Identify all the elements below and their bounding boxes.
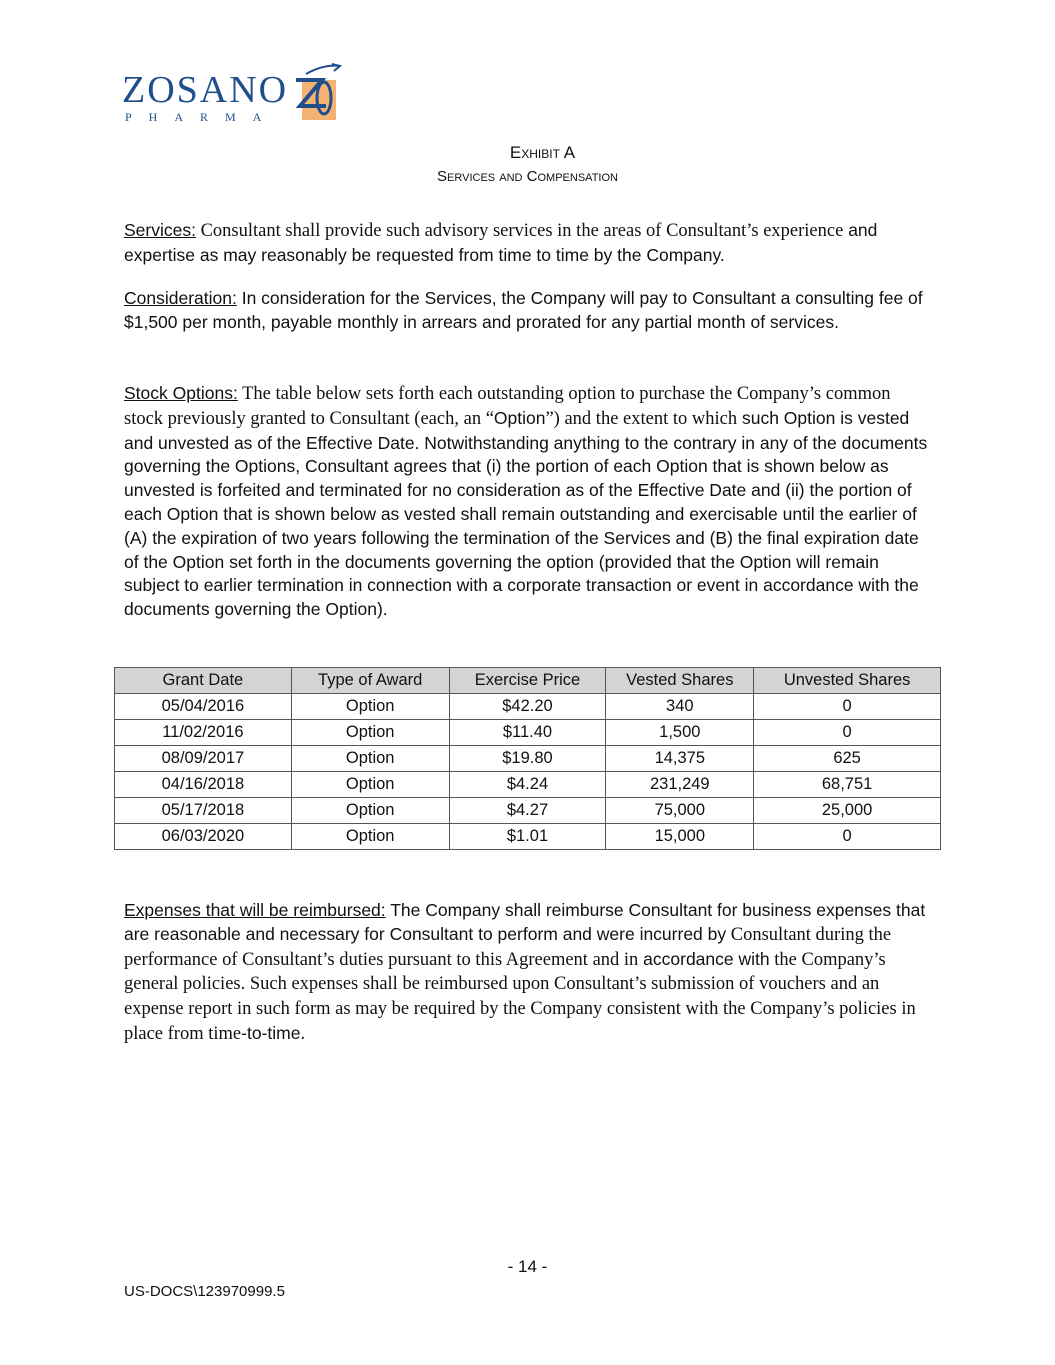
stock-options-heading: Stock Options: (124, 383, 238, 403)
table-cell: Option (291, 694, 449, 720)
table-cell: 68,751 (754, 772, 941, 798)
expenses-text-serif-2: the Company’s general policies. Such expenses shall be reimbursed upon Consultant’s submission of vouchers and an expense report in such form as may be required by the Company consistent with the Company’s policies in place from time (124, 949, 916, 1044)
stock-options-text-sans: such Option is vested and unvested as of the Effective Date. Notwithstanding anything to the contrary in any of the documents governing the Options, Consultant agrees that (i) the portion of each Option that is shown below as unvested is forfeited and terminated for no consideration as of the Effective Date and (ii) the portion of each Option that is shown below as vested shall remain outstanding and exercisable until the earlier of (A) the expiration of two years following the termination of the Services and (B) the final expiration date of the Option set forth in the documents governing the option (provided that the Option will remain subject to earlier termination in connection with a corporate transaction or event in accordance with the documents governing the Option). (124, 407, 928, 620)
header-vested-shares: Vested Shares (606, 668, 754, 694)
header-exercise-price: Exercise Price (449, 668, 606, 694)
table-cell: 75,000 (606, 798, 754, 824)
table-cell: Option (291, 720, 449, 746)
expenses-paragraph (124, 899, 934, 1047)
table-cell: $19.80 (449, 746, 606, 772)
header-unvested-shares: Unvested Shares (754, 668, 941, 694)
expenses-text-sans-3: -to-time (241, 1022, 301, 1043)
stock-options-text-serif-2: ”) and the extent to which (545, 408, 738, 429)
table-cell: 0 (754, 824, 941, 850)
table-cell: $42.20 (449, 694, 606, 720)
stock-options-text-serif-1: The table below sets forth each outstanding option to purchase the Company’s common stock previously granted to Consultant (each, an “ (124, 384, 891, 429)
services-heading: Services: (124, 220, 196, 240)
header-type-of-award: Type of Award (291, 668, 449, 694)
table-header-row (115, 668, 941, 694)
table-cell: 231,249 (606, 772, 754, 798)
table-row (115, 798, 941, 824)
logo-subtitle: PHARMA (125, 110, 279, 124)
exhibit-subtitle: Services and Compensation (437, 168, 618, 185)
table-cell: 0 (754, 720, 941, 746)
table-cell: Option (291, 798, 449, 824)
document-id: US-DOCS\123970999.5 (124, 1283, 285, 1300)
expenses-text-sans-2: accordance with (638, 948, 770, 969)
table-cell: 05/17/2018 (115, 798, 292, 824)
table-cell: 08/09/2017 (115, 746, 292, 772)
table-cell: $1.01 (449, 824, 606, 850)
expenses-text-sans-1: The Company shall reimburse Consultant for business expenses that are reasonable and necessary for Consultant to perform and were incurred by (124, 900, 926, 944)
expenses-text-serif-3: . (300, 1023, 306, 1044)
logo-wordmark: ZOSANO (122, 69, 289, 111)
services-text-serif: Consultant shall provide such advisory services in the areas of Consultant’s experience (195, 221, 844, 241)
table-cell: 1,500 (606, 720, 754, 746)
table-cell: 14,375 (606, 746, 754, 772)
table-cell: $11.40 (449, 720, 606, 746)
table-row (115, 694, 941, 720)
table-row (115, 824, 941, 850)
consideration-text: In consideration for the Services, the Company will pay to Consultant a consulting fee of $1,500 per month, payable monthly in arrears and prorated for any partial month of services. (124, 288, 923, 332)
exhibit-title: Exhibit A (509, 143, 576, 162)
services-text-sans: and expertise as may reasonably be requested from time to time by the Company. (124, 220, 878, 265)
table-row (115, 772, 941, 798)
consideration-heading: Consideration: (124, 288, 237, 308)
table-cell: 625 (754, 746, 941, 772)
header-grant-date: Grant Date (115, 668, 292, 694)
table-cell: 06/03/2020 (115, 824, 292, 850)
table-cell: $4.24 (449, 772, 606, 798)
zosano-logo (122, 62, 352, 132)
table-cell: 04/16/2018 (115, 772, 292, 798)
stock-options-option-word: Option (493, 407, 546, 428)
consideration-paragraph (124, 287, 934, 335)
table-cell: 15,000 (606, 824, 754, 850)
page-number: - 14 - (507, 1257, 548, 1276)
table-cell: 05/04/2016 (115, 694, 292, 720)
table-cell: Option (291, 746, 449, 772)
options-table (114, 667, 941, 850)
table-row (115, 746, 941, 772)
logo-emblem-icon (292, 62, 342, 124)
expenses-heading: Expenses that will be reimbursed: (124, 900, 386, 920)
table-cell: $4.27 (449, 798, 606, 824)
stock-options-paragraph (124, 382, 934, 622)
table-cell: 340 (606, 694, 754, 720)
table-cell: Option (291, 772, 449, 798)
table-cell: Option (291, 824, 449, 850)
table-cell: 11/02/2016 (115, 720, 292, 746)
table-row (115, 720, 941, 746)
services-paragraph (124, 219, 934, 268)
table-cell: 25,000 (754, 798, 941, 824)
expenses-text-serif-1: Consultant during the performance of Consultant’s duties pursuant to this Agreement and in (124, 924, 892, 970)
table-cell: 0 (754, 694, 941, 720)
